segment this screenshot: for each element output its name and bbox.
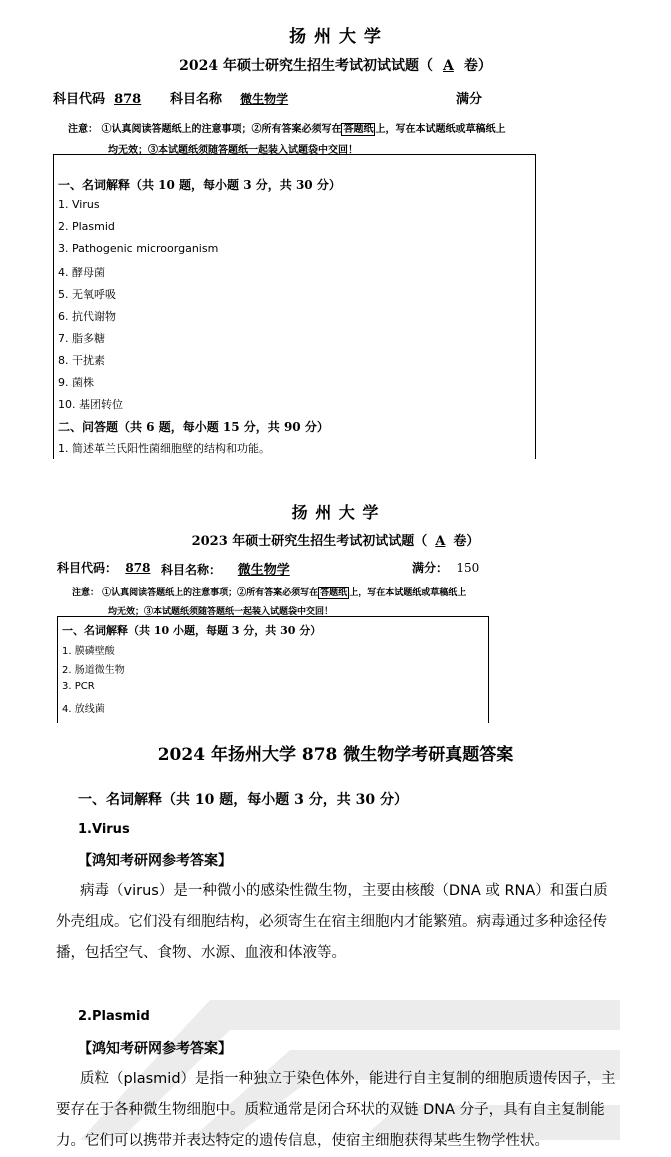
- exam-title-2024: 2024 年硕士研究生招生考试初试试题（ A 卷）: [179, 58, 492, 74]
- list-item: 4. 酵母菌: [58, 266, 105, 279]
- section1-heading-2023: 一、名词解释（共 10 小题，每题 3 分，共 30 分）: [62, 624, 322, 637]
- notice-line2-2023: 均无效；③本试题纸须随答题纸一起装入试题袋中交回！: [108, 607, 334, 617]
- university-title-2023: 扬 州 大 学: [291, 503, 380, 522]
- notice-line2-2024: 均无效；③本试题纸须随答题纸一起装入试题袋中交回！: [108, 145, 358, 156]
- list-item: 1. 膜磷壁酸: [62, 646, 115, 657]
- list-item: 3. PCR: [62, 681, 95, 692]
- list-item: 2. 肠道微生物: [62, 665, 125, 676]
- subject-code-2023: 科目代码： 878: [57, 561, 151, 575]
- section2-heading-2024: 二、问答题（共 6 题，每小题 15 分，共 90 分）: [58, 420, 329, 434]
- answer2-heading: 2.Plasmid: [78, 1009, 150, 1024]
- question-box-2024: [53, 154, 536, 459]
- list-item: 1. 简述革兰氏阳性菌细胞壁的结构和功能。: [58, 442, 270, 455]
- subject-code-2024: 科目代码 878: [53, 92, 142, 107]
- full-score-2023: 满分： 150: [412, 561, 480, 575]
- list-item: 7. 脂多糖: [58, 332, 105, 345]
- list-item: 4. 放线菌: [62, 704, 105, 715]
- subject-name-2024: 科目名称 微生物学: [170, 92, 289, 107]
- reference-answer-label: 【鸿知考研网参考答案】: [78, 1041, 232, 1057]
- section1-heading-2024: 一、名词解释（共 10 题，每小题 3 分，共 30 分）: [58, 178, 341, 192]
- list-item: 5. 无氧呼吸: [58, 288, 116, 301]
- list-item: 1. Virus: [58, 198, 100, 211]
- exam-title-2023: 2023 年硕士研究生招生考试初试试题（ A 卷）: [191, 534, 480, 549]
- reference-answer-label: 【鸿知考研网参考答案】: [78, 853, 232, 869]
- full-score-2024: 满分: [456, 92, 483, 107]
- answer2-text: 质粒（plasmid）是指一种独立于染色体外，能进行自主复制的细胞质遗传因子，主要存在于各种微生物细胞中。质粒通常是闭合环状的双链 DNA 分子，具有自主复制能力。它们可以携带并表达特定的遗传信息，使宿主细胞获得某些生物学性状。: [56, 1071, 616, 1149]
- university-title-2024: 扬 州 大 学: [289, 27, 382, 47]
- answer1-text: 病毒（virus）是一种微小的感染性微生物，主要由核酸（DNA 或 RNA）和蛋白质外壳组成。它们没有细胞结构，必须寄生在宿主细胞内才能繁殖。病毒通过多种途径传播，包括空气、食物、水源、血液和体液等。: [56, 883, 608, 961]
- list-item: 3. Pathogenic microorganism: [58, 242, 219, 255]
- list-item: 9. 菌株: [58, 376, 94, 389]
- list-item: 8. 干扰素: [58, 354, 105, 367]
- list-item: 6. 抗代谢物: [58, 310, 116, 323]
- notice-line1-2023: 注意： ①认真阅读答题纸上的注意事项；②所有答案必须写在 答题纸 上，写在本试题纸或草稿纸上: [72, 588, 467, 598]
- answer1-heading: 1.Virus: [78, 822, 130, 837]
- answers-title: 2024 年扬州大学 878 微生物学考研真题答案: [157, 745, 514, 765]
- answers-section1-heading: 一、名词解释（共 10 题，每小题 3 分，共 30 分）: [78, 792, 408, 808]
- subject-name-2023: 科目名称： 微生物学: [161, 563, 290, 578]
- list-item: 10. 基团转位: [58, 398, 123, 411]
- list-item: 2. Plasmid: [58, 220, 115, 233]
- notice-line1-2024: 注意： ①认真阅读答题纸上的注意事项；②所有答案必须写在 答题纸 上，写在本试题纸或草稿纸上: [68, 124, 506, 135]
